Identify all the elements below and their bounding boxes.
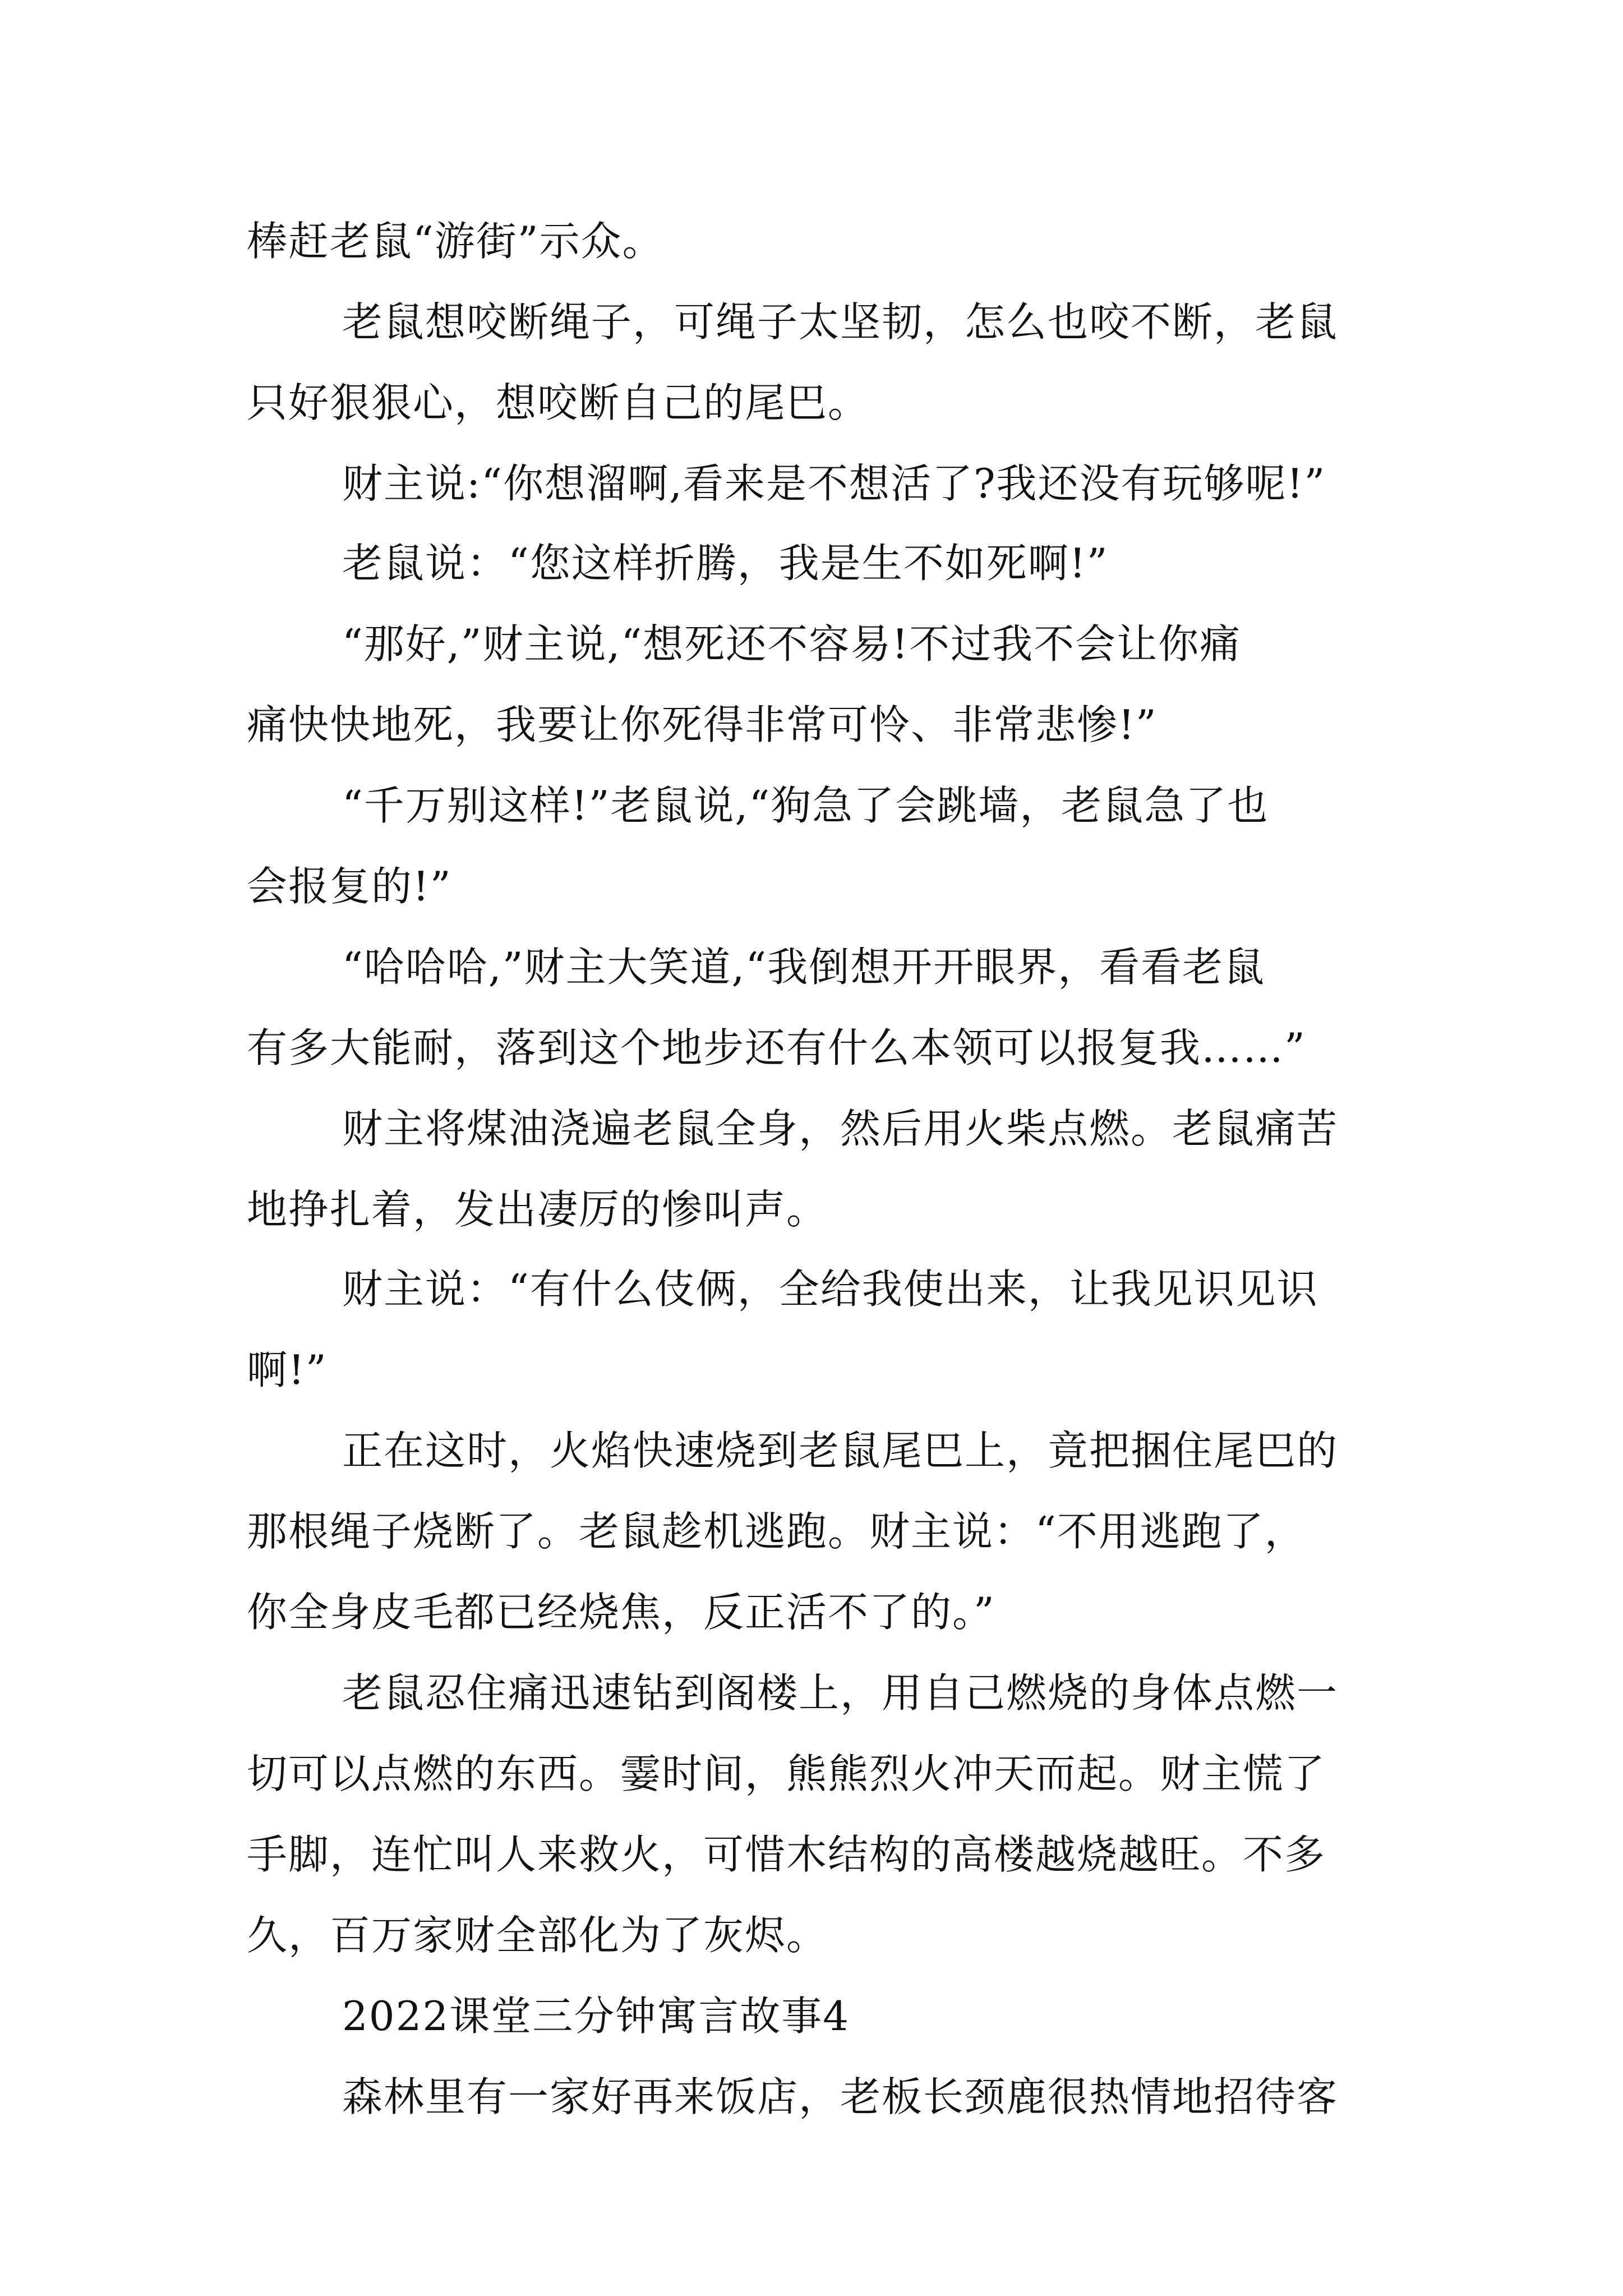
text-line: 痛快快地死，我要让你死得非常可怜、非常悲惨!” bbox=[247, 701, 1158, 748]
text-line: 有多大能耐，落到这个地步还有什么本领可以报复我……” bbox=[247, 1024, 1306, 1071]
text-line: 手脚，连忙叫人来救火，可惜木结构的高楼越烧越旺。不多 bbox=[247, 1831, 1326, 1878]
text-line: 财主将煤油浇遍老鼠全身，然后用火柴点燃。老鼠痛苦 bbox=[342, 1105, 1339, 1152]
text-line: 啊!” bbox=[247, 1346, 328, 1393]
text-line: 地挣扎着，发出凄厉的惨叫声。 bbox=[247, 1186, 828, 1233]
text-line: 你全身皮毛都已经烧焦，反正活不了的。” bbox=[247, 1589, 995, 1636]
text-line: “千万别这样!”老鼠说,“狗急了会跳墙，老鼠急了也 bbox=[342, 782, 1269, 829]
text-line: 会报复的!” bbox=[247, 863, 452, 910]
text-line: 财主说:“你想溜啊,看来是不想活了?我还没有玩够呢!” bbox=[342, 460, 1326, 507]
text-line: 老鼠想咬断绳子，可绳子太坚韧，怎么也咬不断，老鼠 bbox=[342, 298, 1339, 346]
text-line: 切可以点燃的东西。霎时间，熊熊烈火冲天而起。财主慌了 bbox=[247, 1750, 1326, 1797]
text-line: 老鼠忍住痛迅速钻到阁楼上，用自己燃烧的身体点燃一 bbox=[342, 1669, 1339, 1717]
text-line: “哈哈哈,”财主大笑道,“我倒想开开眼界，看看老鼠 bbox=[342, 944, 1266, 991]
text-line: 财主说：“有什么伎俩，全给我使出来，让我见识见识 bbox=[342, 1266, 1318, 1313]
text-line: 只好狠狠心，想咬断自己的尾巴。 bbox=[247, 379, 870, 426]
text-line: 森林里有一家好再来饭店，老板长颈鹿很热情地招待客 bbox=[342, 2073, 1339, 2120]
text-line: 棒赶老鼠“游街”示众。 bbox=[247, 218, 664, 265]
text-line: 那根绳子烧断了。老鼠趁机逃跑。财主说：“不用逃跑了， bbox=[247, 1508, 1306, 1555]
text-line: 正在这时，火焰快速烧到老鼠尾巴上，竟把捆住尾巴的 bbox=[342, 1427, 1339, 1474]
section-heading: 2022课堂三分钟寓言故事4 bbox=[342, 1993, 850, 2040]
text-line: 久，百万家财全部化为了灰烬。 bbox=[247, 1912, 828, 1959]
text-line: 老鼠说：“您这样折腾，我是生不如死啊!” bbox=[342, 540, 1109, 587]
text-line: “那好,”财主说,“想死还不容易!不过我不会让你痛 bbox=[342, 620, 1242, 668]
